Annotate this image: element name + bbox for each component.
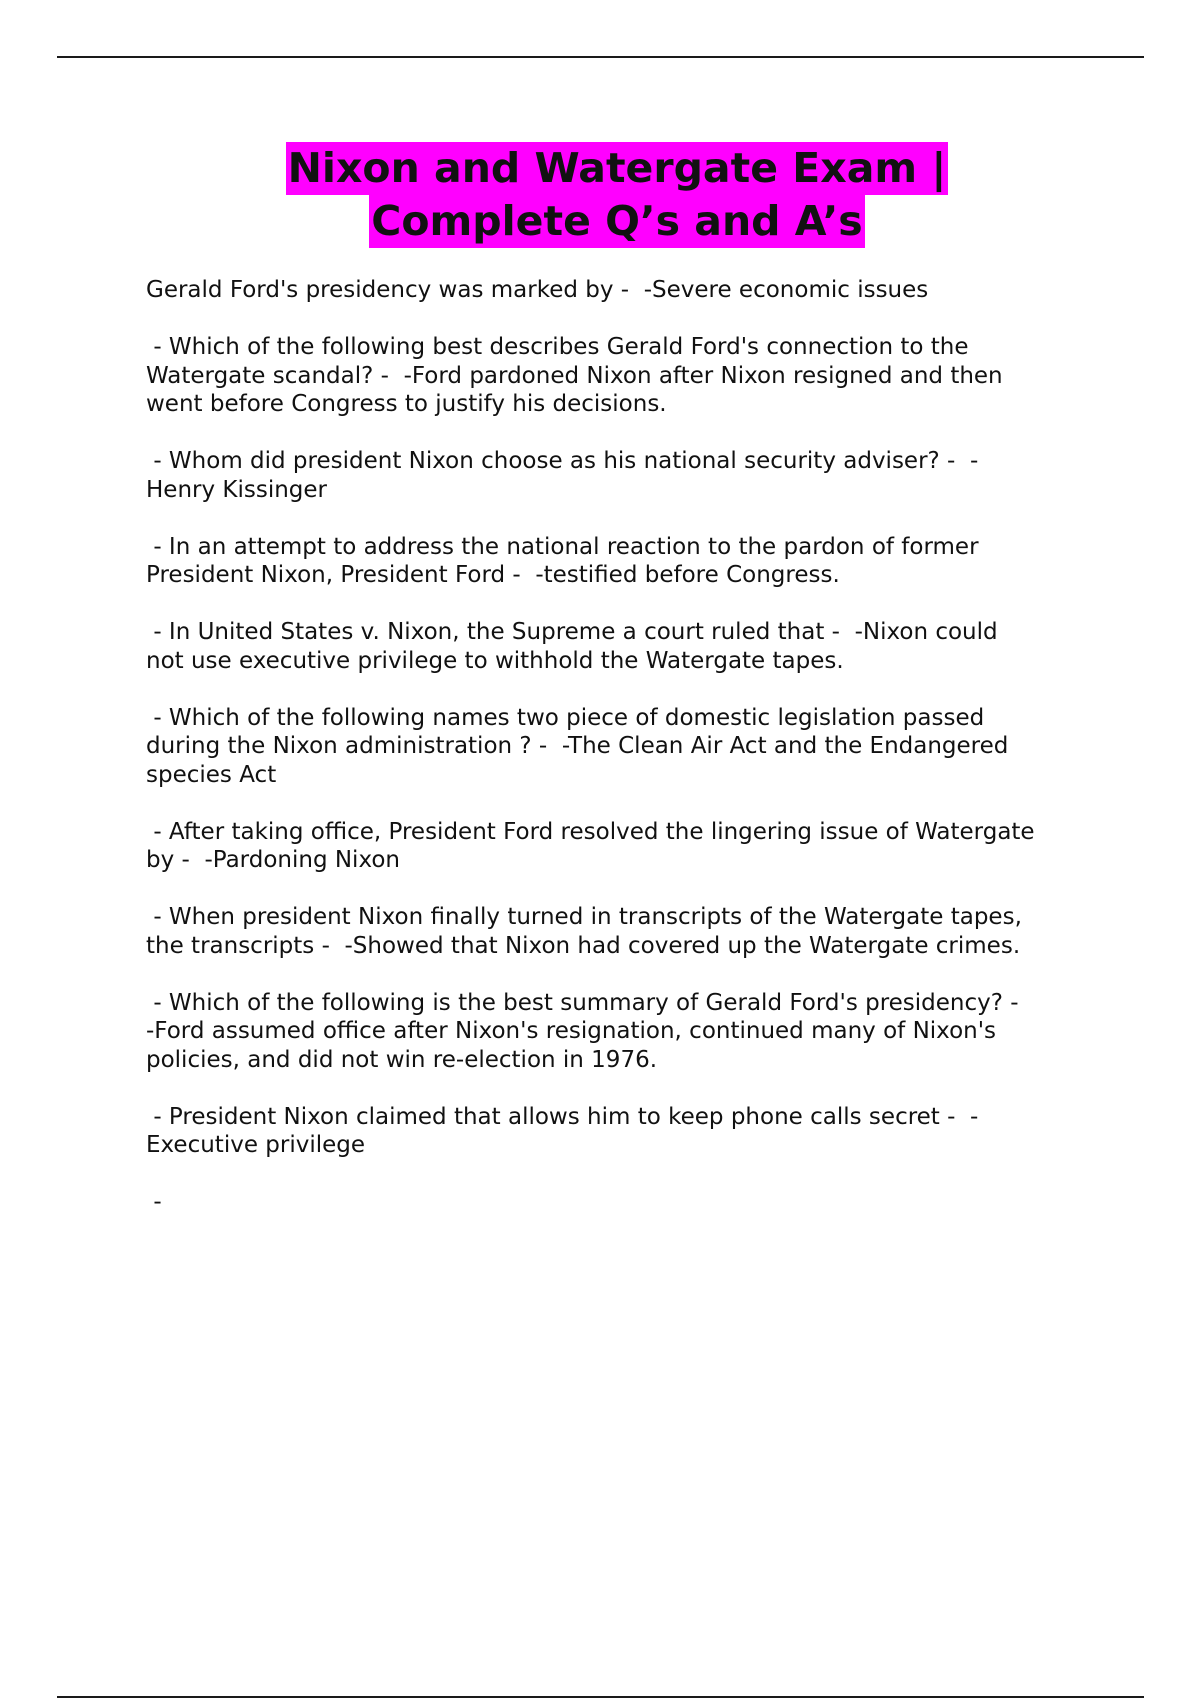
- title-line-2: Complete Q’s and A’s: [369, 195, 864, 248]
- qa-item-11: -: [146, 1189, 162, 1215]
- qa-item-3: - Whom did president Nixon choose as his national security adviser? - - Henry Kissinger: [146, 448, 979, 503]
- qa-item-7: - After taking office, President Ford resolved the lingering issue of Watergate by - -Pardoning Nixon: [146, 818, 1035, 873]
- qa-item-5: - In United States v. Nixon, the Supreme a court ruled that - -Nixon could not use executive privilege to withhold the Watergate tapes.: [146, 619, 998, 674]
- qa-item-10: - President Nixon claimed that allows him to keep phone calls secret - - Executive privilege: [146, 1103, 979, 1158]
- qa-item-4: - In an attempt to address the national reaction to the pardon of former President Nixon, President Ford - -testified before Congress.: [146, 533, 979, 588]
- qa-item-1: Gerald Ford's presidency was marked by - -Severe economic issues: [146, 277, 929, 303]
- title-line-1: Nixon and Watergate Exam |: [286, 142, 949, 195]
- qa-item-2: - Which of the following best describes Gerald Ford's connection to the Watergate scandal? - -Ford pardoned Nixon after Nixon resigned and then went before Congress to justify his decisions.: [146, 334, 1003, 417]
- top-rule: [57, 56, 1144, 58]
- qa-item-9: - Which of the following is the best summary of Gerald Ford's presidency? - -Ford assumed office after Nixon's resignation, continued many of Nixon's policies, and did not win re-election in 1976.: [146, 989, 1019, 1073]
- bottom-rule: [57, 1696, 1144, 1698]
- document-title: [0, 142, 1200, 248]
- qa-list: [146, 276, 1096, 1245]
- qa-item-8: - When president Nixon finally turned in transcripts of the Watergate tapes, the transcripts - -Showed that Nixon had covered up the Watergate crimes.: [146, 904, 1022, 959]
- qa-item-6: - Which of the following names two piece of domestic legislation passed during the Nixon administration ? - -The Clean Air Act and the Endangered species Act: [146, 704, 1009, 788]
